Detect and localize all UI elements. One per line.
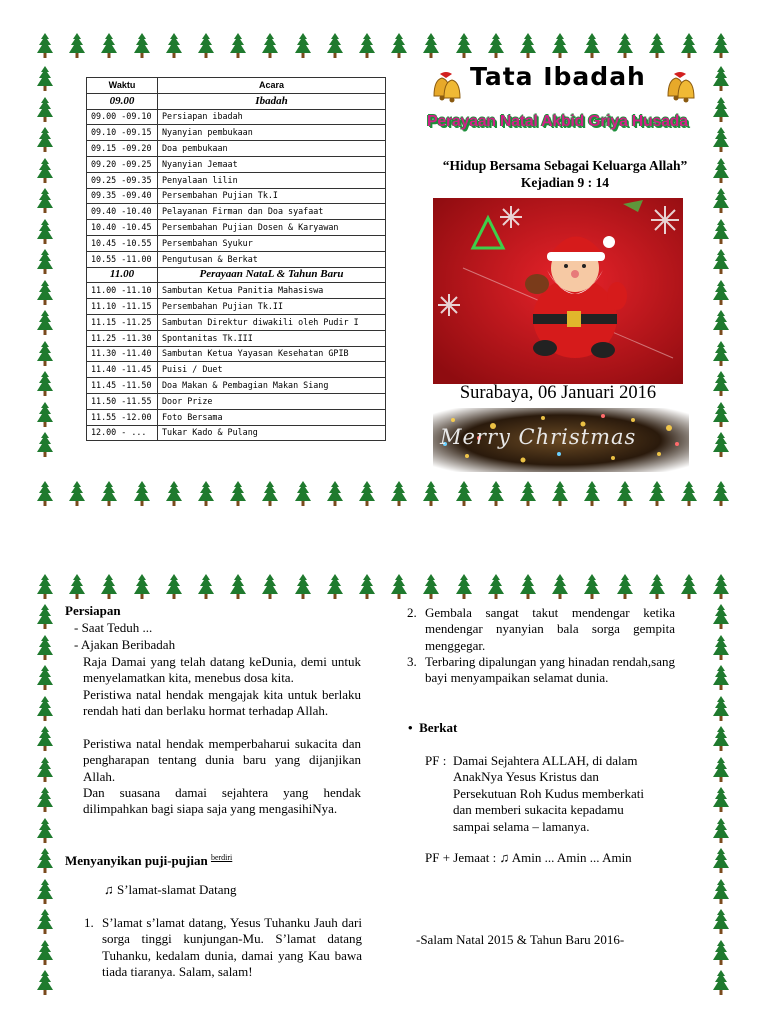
schedule-event: Persiapan ibadah <box>158 109 386 125</box>
tree-icon <box>713 848 729 874</box>
tree-icon <box>391 481 407 507</box>
schedule-event: Sambutan Direktur diwakili oleh Pudir I <box>158 314 386 330</box>
schedule-event: Persembahan Pujian Tk.II <box>158 299 386 315</box>
schedule-time: 09.25 -09.35 <box>87 172 158 188</box>
tree-icon <box>37 879 53 905</box>
santa-image <box>433 198 683 384</box>
tree-icon <box>713 188 729 214</box>
schedule-time: 11.10 -11.15 <box>87 299 158 315</box>
tree-icon <box>230 481 246 507</box>
heading-puji-pujian: Menyanyikan puji-pujian <box>65 853 208 868</box>
schedule-time: 11.00 -11.10 <box>87 283 158 299</box>
tree-icon <box>391 33 407 59</box>
tree-icon <box>681 481 697 507</box>
schedule-row <box>87 425 386 441</box>
tree-icon <box>713 909 729 935</box>
tree-icon <box>359 33 375 59</box>
tree-icon <box>584 574 600 600</box>
tree-icon <box>713 371 729 397</box>
tree-icon <box>37 371 53 397</box>
schedule-event: Nyanyian Jemaat <box>158 156 386 172</box>
verse-1: S’lamat s’lamat datang, Yesus Tuhanku Jauh dari sorga tinggi kunjungan-Mu. S’lamat datang Tuhanku, kedalam dunia, damai yang Kau bawa tiada tiaranya. Salam, salam! <box>102 915 362 980</box>
tree-icon <box>391 574 407 600</box>
tree-icon <box>423 33 439 59</box>
tree-icon <box>713 726 729 752</box>
tree-icon <box>713 66 729 92</box>
tree-icon <box>713 787 729 813</box>
schedule-row <box>87 409 386 425</box>
tree-icon <box>681 574 697 600</box>
tree-icon <box>713 696 729 722</box>
schedule-time: 09.20 -09.25 <box>87 156 158 172</box>
heading-berkat <box>408 720 457 736</box>
schedule-time: 11.55 -12.00 <box>87 409 158 425</box>
paragraph-1: Raja Damai yang telah datang keDunia, demi untuk menyelamatkan kita, menebus dosa kita. <box>83 654 361 686</box>
schedule-row <box>87 204 386 220</box>
tree-icon <box>166 481 182 507</box>
tree-icon <box>649 481 665 507</box>
tree-icon <box>295 33 311 59</box>
tree-icon <box>713 249 729 275</box>
bullet-saat-teduh: - Saat Teduh ... <box>74 620 153 635</box>
schedule-event: Doa Makan & Pembagian Makan Siang <box>158 378 386 394</box>
tree-icon <box>713 432 729 458</box>
schedule-event: Door Prize <box>158 393 386 409</box>
pf-line-1: Damai Sejahtera ALLAH, di dalam <box>453 753 638 768</box>
tree-icon <box>552 481 568 507</box>
schedule-row <box>87 109 386 125</box>
paragraph-2: Peristiwa natal hendak mengajak kita untuk berlaku rendah hati dan berlaku hormat terhadap Allah. <box>83 687 361 719</box>
schedule-time: 11.15 -11.25 <box>87 314 158 330</box>
tree-icon <box>713 33 729 59</box>
tree-icon <box>37 33 53 59</box>
tree-icon <box>37 432 53 458</box>
tree-icon <box>552 574 568 600</box>
tree-icon <box>713 341 729 367</box>
schedule-event: Spontanitas Tk.III <box>158 330 386 346</box>
tree-icon <box>520 574 536 600</box>
header-waktu: Waktu <box>87 78 158 94</box>
bells-right-icon <box>662 68 702 104</box>
tree-icon <box>713 818 729 844</box>
schedule-row <box>87 346 386 362</box>
schedule-row <box>87 235 386 251</box>
tree-icon <box>713 481 729 507</box>
schedule-event: Tukar Kado & Pulang <box>158 425 386 441</box>
tree-icon <box>230 33 246 59</box>
tree-icon <box>649 574 665 600</box>
tree-icon <box>101 574 117 600</box>
tree-icon <box>713 635 729 661</box>
tree-icon <box>617 481 633 507</box>
tree-icon <box>488 574 504 600</box>
tree-icon <box>69 33 85 59</box>
schedule-time: 12.00 - ... <box>87 425 158 441</box>
schedule-row <box>87 251 386 267</box>
tree-icon <box>359 574 375 600</box>
tree-icon <box>198 481 214 507</box>
note-berdiri: berdiri <box>210 853 233 862</box>
tree-icon <box>198 574 214 600</box>
tree-icon <box>37 249 53 275</box>
schedule-table <box>86 77 386 441</box>
tree-icon <box>520 481 536 507</box>
tree-icon <box>101 481 117 507</box>
schedule-time: 11.00 <box>87 267 158 283</box>
schedule-header-row <box>87 78 386 94</box>
pf-line-2: AnakNya Yesus Kristus dan <box>453 769 599 784</box>
paragraph-4: Dan suasana damai sejahtera yang hendak dilimpahkan bagi siapa saja yang mengasihiNya. <box>83 785 361 817</box>
tree-icon <box>713 219 729 245</box>
schedule-time: 09.00 <box>87 93 158 109</box>
pf-line-4: dan memberi sukacita kepadamu <box>453 802 624 817</box>
heading-persiapan: Persiapan <box>65 603 121 618</box>
bullet-ajakan: - Ajakan Beribadah <box>74 637 176 652</box>
tree-icon <box>37 280 53 306</box>
tree-icon <box>230 574 246 600</box>
schedule-row <box>87 299 386 315</box>
tree-icon <box>584 33 600 59</box>
tree-icon <box>37 127 53 153</box>
amin-line: PF + Jemaat : ♫ Amin ... Amin ... Amin <box>425 850 632 865</box>
schedule-section-row <box>87 267 386 283</box>
paragraph-3: Peristiwa natal hendak memperbaharui sukacita dan pengharapan tentang dunia baru yang dijanjikan Allah. <box>83 736 361 784</box>
tree-icon <box>423 481 439 507</box>
schedule-row <box>87 393 386 409</box>
tree-icon <box>681 33 697 59</box>
tree-icon <box>520 33 536 59</box>
tree-icon <box>713 879 729 905</box>
tree-icon <box>134 481 150 507</box>
tree-icon <box>37 787 53 813</box>
schedule-time: 11.40 -11.45 <box>87 362 158 378</box>
tree-icon <box>327 481 343 507</box>
verse-2-number: 2. <box>407 605 417 620</box>
tree-icon <box>166 33 182 59</box>
schedule-row <box>87 125 386 141</box>
tree-icon <box>713 310 729 336</box>
schedule-row <box>87 172 386 188</box>
schedule-row <box>87 156 386 172</box>
schedule-time: 11.50 -11.55 <box>87 393 158 409</box>
schedule-event: Pengutusan & Berkat <box>158 251 386 267</box>
bells-left-icon <box>426 68 466 104</box>
tree-icon <box>37 481 53 507</box>
tree-icon <box>713 970 729 996</box>
verse-3-number: 3. <box>407 654 417 669</box>
tree-icon <box>37 696 53 722</box>
tree-icon <box>37 341 53 367</box>
tree-icon <box>327 574 343 600</box>
tree-icon <box>37 310 53 336</box>
schedule-event: Perayaan NataL & Tahun Baru <box>158 267 386 283</box>
schedule-time: 09.35 -09.40 <box>87 188 158 204</box>
tree-icon <box>713 604 729 630</box>
tree-icon <box>359 481 375 507</box>
tree-icon <box>295 481 311 507</box>
title-tata-ibadah: Tata Ibadah <box>470 62 646 91</box>
schedule-section-row <box>87 93 386 109</box>
schedule-event: Ibadah <box>158 93 386 109</box>
event-date: Surabaya, 06 Januari 2016 <box>459 383 657 403</box>
tree-icon <box>37 848 53 874</box>
schedule-event: Puisi / Duet <box>158 362 386 378</box>
tree-icon <box>488 481 504 507</box>
schedule-row <box>87 330 386 346</box>
pf-label: PF : <box>425 753 447 768</box>
berkat-label: Berkat <box>419 720 458 735</box>
schedule-time: 11.30 -11.40 <box>87 346 158 362</box>
tree-icon <box>713 402 729 428</box>
tree-icon <box>713 280 729 306</box>
subtitle-perayaan: Perayaan Natal Akbid Griya Husada <box>427 113 688 130</box>
pf-line-5: sampai selama – lamanya. <box>453 819 590 834</box>
schedule-time: 09.40 -10.40 <box>87 204 158 220</box>
theme-text: “Hidup Bersama Sebagai Keluarga Allah” <box>442 158 688 173</box>
schedule-time: 11.25 -11.30 <box>87 330 158 346</box>
tree-icon <box>37 726 53 752</box>
verse-2: Gembala sangat takut mendengar ketika mendengar nyanyian bala sorga gempita menggegar. <box>425 605 675 653</box>
tree-icon <box>713 940 729 966</box>
theme-block <box>420 157 710 191</box>
tree-icon <box>69 481 85 507</box>
tree-icon <box>69 574 85 600</box>
tree-icon <box>37 188 53 214</box>
schedule-event: Persembahan Pujian Dosen & Karyawan <box>158 220 386 236</box>
tree-icon <box>456 574 472 600</box>
tree-icon <box>37 97 53 123</box>
pf-line-3: Persekutuan Roh Kudus memberkati <box>453 786 644 801</box>
tree-icon <box>617 574 633 600</box>
tree-icon <box>101 33 117 59</box>
tree-icon <box>37 970 53 996</box>
schedule-row <box>87 314 386 330</box>
tree-icon <box>456 481 472 507</box>
tree-icon <box>37 818 53 844</box>
tree-icon <box>134 33 150 59</box>
schedule-row <box>87 188 386 204</box>
tree-icon <box>37 402 53 428</box>
schedule-row <box>87 220 386 236</box>
verse-1-number: 1. <box>84 915 94 930</box>
schedule-event: Nyanyian pembukaan <box>158 125 386 141</box>
tree-icon <box>37 574 53 600</box>
tree-icon <box>37 909 53 935</box>
schedule-event: Sambutan Ketua Panitia Mahasiswa <box>158 283 386 299</box>
schedule-time: 10.40 -10.45 <box>87 220 158 236</box>
verse-3: Terbaring dipalungan yang hinadan rendah,sang bayi menyampaikan selamat dunia. <box>425 654 675 686</box>
song-title: ♫ S’lamat-slamat Datang <box>104 882 237 897</box>
schedule-event: Doa pembukaan <box>158 141 386 157</box>
schedule-row <box>87 362 386 378</box>
schedule-row <box>87 283 386 299</box>
tree-icon <box>713 127 729 153</box>
tree-icon <box>262 481 278 507</box>
tree-icon <box>488 33 504 59</box>
schedule-event: Pelayanan Firman dan Doa syafaat <box>158 204 386 220</box>
tree-icon <box>584 481 600 507</box>
tree-icon <box>713 574 729 600</box>
tree-icon <box>37 604 53 630</box>
schedule-event: Sambutan Ketua Yayasan Kesehatan GPIB <box>158 346 386 362</box>
tree-icon <box>37 66 53 92</box>
bullet-dot: • <box>408 720 420 735</box>
schedule-row <box>87 378 386 394</box>
tree-icon <box>166 574 182 600</box>
tree-icon <box>37 757 53 783</box>
schedule-event: Persembahan Pujian Tk.I <box>158 188 386 204</box>
schedule-time: 10.55 -11.00 <box>87 251 158 267</box>
tree-icon <box>262 33 278 59</box>
tree-icon <box>198 33 214 59</box>
tree-icon <box>713 158 729 184</box>
theme-verse: Kejadian 9 : 14 <box>520 175 610 190</box>
schedule-event: Penyalaan lilin <box>158 172 386 188</box>
tree-icon <box>456 33 472 59</box>
tree-icon <box>552 33 568 59</box>
tree-icon <box>713 665 729 691</box>
tree-icon <box>37 219 53 245</box>
closing-greeting: -Salam Natal 2015 & Tahun Baru 2016- <box>416 932 625 947</box>
tree-icon <box>37 940 53 966</box>
tree-icon <box>134 574 150 600</box>
tree-icon <box>37 665 53 691</box>
schedule-event: Persembahan Syukur <box>158 235 386 251</box>
schedule-time: 09.10 -09.15 <box>87 125 158 141</box>
schedule-time: 11.45 -11.50 <box>87 378 158 394</box>
song-heading-line <box>65 850 232 869</box>
schedule-event: Foto Bersama <box>158 409 386 425</box>
schedule-row <box>87 141 386 157</box>
tree-icon <box>649 33 665 59</box>
schedule-time: 09.00 -09.10 <box>87 109 158 125</box>
schedule-time: 10.45 -10.55 <box>87 235 158 251</box>
tree-icon <box>617 33 633 59</box>
tree-icon <box>262 574 278 600</box>
schedule-time: 09.15 -09.20 <box>87 141 158 157</box>
tree-icon <box>295 574 311 600</box>
tree-icon <box>37 158 53 184</box>
merry-christmas-text: Merry Christmas <box>440 425 637 449</box>
tree-icon <box>37 635 53 661</box>
tree-icon <box>713 757 729 783</box>
tree-icon <box>327 33 343 59</box>
tree-icon <box>423 574 439 600</box>
header-acara: Acara <box>158 78 386 94</box>
tree-icon <box>713 97 729 123</box>
